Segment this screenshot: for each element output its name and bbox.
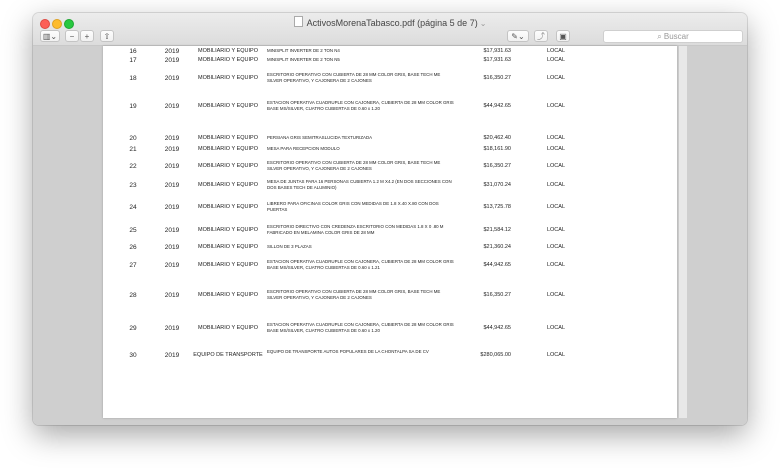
- row-description: PERSIANA GRIS SEMITRASLUCIDA TEXTURIZADA: [267, 135, 373, 140]
- zoom-in-icon: +: [84, 32, 90, 41]
- rotate-button[interactable]: [534, 30, 548, 42]
- row-number: 18: [129, 75, 137, 82]
- row-amount: $16,350.27: [483, 292, 511, 298]
- row-amount: $13,725.78: [483, 204, 511, 210]
- row-year: 2019: [164, 57, 180, 64]
- zoom-out-icon: −: [69, 32, 75, 41]
- row-amount: $44,942.65: [483, 103, 511, 109]
- toolbox-icon: ▣: [559, 32, 567, 41]
- row-amount: $17,931.63: [483, 57, 511, 63]
- document-viewport[interactable]: [33, 46, 747, 425]
- row-category: MOBILIARIO Y EQUIPO: [197, 244, 258, 250]
- row-year: 2019: [164, 48, 180, 55]
- row-location: LOCAL: [546, 244, 566, 250]
- row-location: LOCAL: [546, 48, 566, 54]
- window-title[interactable]: [33, 16, 747, 31]
- zoom-out-button[interactable]: [65, 30, 79, 42]
- share-icon: ⇧: [103, 32, 111, 41]
- row-number: 23: [129, 182, 137, 189]
- row-category: MOBILIARIO Y EQUIPO: [197, 325, 258, 331]
- row-location: LOCAL: [546, 75, 566, 81]
- row-description: MESA PARA RECEPCION MODULO: [267, 146, 340, 151]
- markup-toolbar-button[interactable]: [556, 30, 570, 42]
- row-year: 2019: [164, 325, 180, 332]
- row-description: MINISPLIT INVERTER DE 2 TON N4: [267, 48, 340, 53]
- row-category: MOBILIARIO Y EQUIPO: [197, 292, 258, 298]
- search-placeholder: Buscar: [663, 32, 689, 41]
- row-number: 29: [129, 325, 137, 332]
- chevron-down-icon: ⌄: [479, 19, 487, 28]
- row-description: ESCRITORIO OPERATIVO CON CUBIERTA DE 28 MM COLOR GRIS, BASE TECH ME SILVER OPERATIVO, Y CAJONERA DE 2 CAJONES: [267, 72, 441, 83]
- markup-button[interactable]: [507, 30, 529, 42]
- row-location: LOCAL: [546, 135, 566, 141]
- row-amount: $21,584.12: [483, 227, 511, 233]
- row-amount: $44,942.65: [483, 262, 511, 268]
- row-year: 2019: [164, 163, 180, 170]
- row-category: MOBILIARIO Y EQUIPO: [197, 146, 258, 152]
- row-year: 2019: [164, 227, 180, 234]
- row-amount: $18,161.90: [483, 146, 511, 152]
- row-year: 2019: [164, 244, 180, 251]
- row-number: 20: [129, 135, 137, 142]
- search-icon: ⌕: [657, 32, 664, 41]
- row-number: 28: [129, 292, 137, 299]
- row-location: LOCAL: [546, 182, 566, 188]
- row-category: MOBILIARIO Y EQUIPO: [197, 48, 258, 54]
- pdf-page: [103, 46, 677, 418]
- row-year: 2019: [164, 352, 180, 359]
- row-category: MOBILIARIO Y EQUIPO: [197, 227, 258, 233]
- row-year: 2019: [164, 103, 180, 110]
- row-amount: $17,931.63: [483, 48, 511, 54]
- row-category: MOBILIARIO Y EQUIPO: [197, 103, 258, 109]
- row-location: LOCAL: [546, 204, 566, 210]
- row-description: MINISPLIT INVERTER DE 2 TON N5: [267, 57, 340, 62]
- row-category: MOBILIARIO Y EQUIPO: [197, 204, 258, 210]
- share-button[interactable]: [100, 30, 114, 42]
- search-input[interactable]: [603, 30, 743, 43]
- row-location: LOCAL: [546, 57, 566, 63]
- row-amount: $16,350.27: [483, 75, 511, 81]
- row-year: 2019: [164, 75, 180, 82]
- row-year: 2019: [164, 146, 180, 153]
- row-number: 19: [129, 103, 137, 110]
- title-bar: [33, 13, 747, 46]
- row-location: LOCAL: [546, 227, 566, 233]
- row-description: ESTACION OPERATIVA CUADRUPLE CON CAJONERA, CUBIERTA DE 28 MM COLOR GRIS BASE MS/SILVER, CUATRO CUBIERTAS DE 0.60 x 1.20: [267, 100, 454, 111]
- vertical-scrollbar[interactable]: [679, 46, 687, 418]
- row-category: EQUIPO DE TRANSPORTE: [193, 352, 263, 358]
- row-number: 27: [129, 262, 137, 269]
- row-year: 2019: [164, 135, 180, 142]
- row-year: 2019: [164, 182, 180, 189]
- row-description: ESCRITORIO DIRECTIVO CON CREDENZA ESCRITORIO CON MEDIDAS 1.8 X 0 .80 M FABRICADO EN MELAMINA COLOR GRIS DE 28 MM: [267, 224, 444, 235]
- row-location: LOCAL: [546, 103, 566, 109]
- row-year: 2019: [164, 292, 180, 299]
- row-category: MOBILIARIO Y EQUIPO: [197, 182, 258, 188]
- row-location: LOCAL: [546, 292, 566, 298]
- pen-icon: ✎⌄: [511, 32, 525, 41]
- row-description: ESTACION OPERATIVA CUADRUPLE CON CAJONERA, CUBIERTA DE 28 MM COLOR GRIS BASE MS/SILVER, CUATRO CUBIERTAS DE 0.60 x 1.21: [267, 259, 454, 270]
- row-number: 25: [129, 227, 137, 234]
- row-amount: $31,070.24: [483, 182, 511, 188]
- zoom-in-button[interactable]: [80, 30, 94, 42]
- row-number: 22: [129, 163, 137, 170]
- row-category: MOBILIARIO Y EQUIPO: [197, 75, 258, 81]
- row-location: LOCAL: [546, 262, 566, 268]
- row-location: LOCAL: [546, 163, 566, 169]
- sidebar-toggle-button[interactable]: ▥⌄: [40, 30, 60, 42]
- row-location: LOCAL: [546, 352, 566, 358]
- row-amount: $21,360.24: [483, 244, 511, 250]
- row-category: MOBILIARIO Y EQUIPO: [197, 135, 258, 141]
- preview-window: [33, 13, 747, 425]
- row-description: ESCRITORIO OPERATIVO CON CUBIERTA DE 28 MM COLOR GRIS, BASE TECH ME SILVER OPERATIVO, Y CAJONERA DE 2 CAJONES: [267, 289, 441, 300]
- row-category: MOBILIARIO Y EQUIPO: [197, 163, 258, 169]
- row-amount: $20,462.40: [483, 135, 511, 141]
- row-location: LOCAL: [546, 325, 566, 331]
- row-category: MOBILIARIO Y EQUIPO: [197, 57, 258, 63]
- row-number: 16: [129, 48, 137, 55]
- row-description: ESTACION OPERATIVA CUADRUPLE CON CAJONERA, CUBIERTA DE 28 MM COLOR GRIS BASE MS/SILVER, CUATRO CUBIERTAS DE 0.60 x 1.20: [267, 322, 454, 333]
- row-category: MOBILIARIO Y EQUIPO: [197, 262, 258, 268]
- row-description: EQUIPO DE TRANSPORTE AUTOS POPULARES DE LA CHONTALPA SA DE CV: [267, 349, 429, 354]
- row-amount: $16,350.27: [483, 163, 511, 169]
- row-number: 21: [129, 146, 137, 153]
- row-description: ESCRITORIO OPERATIVO CON CUBIERTA DE 28 MM COLOR GRIS, BASE TECH ME SILVER OPERATIVO, Y CAJONERA DE 2 CAJONES: [267, 160, 441, 171]
- pdf-document-icon: [294, 16, 303, 27]
- row-number: 30: [129, 352, 137, 359]
- row-year: 2019: [164, 262, 180, 269]
- row-amount: $280,065.00: [480, 352, 511, 358]
- row-number: 26: [129, 244, 137, 251]
- row-amount: $44,942.65: [483, 325, 511, 331]
- rotate-icon: ⤴: [537, 32, 545, 41]
- window-title-text: ActivosMorenaTabasco.pdf (página 5 de 7): [306, 18, 478, 28]
- row-year: 2019: [164, 204, 180, 211]
- row-description: LIBRERO PARA OFICINAS COLOR GRIS CON MEDIDAS DE 1.8 X.40 X.80 CON DOS PUERTAS: [267, 201, 439, 212]
- row-number: 17: [129, 57, 137, 64]
- row-description: MESA DE JUNTAS PARA 16 PERSONAS CUBIERTA 1.2 M X4.2 (EN DOS SECCIONES CON DOS BASES TECH DE ALUMINIO): [267, 179, 452, 190]
- row-description: SILLON DE 3 PLAZAS: [267, 244, 312, 249]
- row-number: 24: [129, 204, 137, 211]
- row-location: LOCAL: [546, 146, 566, 152]
